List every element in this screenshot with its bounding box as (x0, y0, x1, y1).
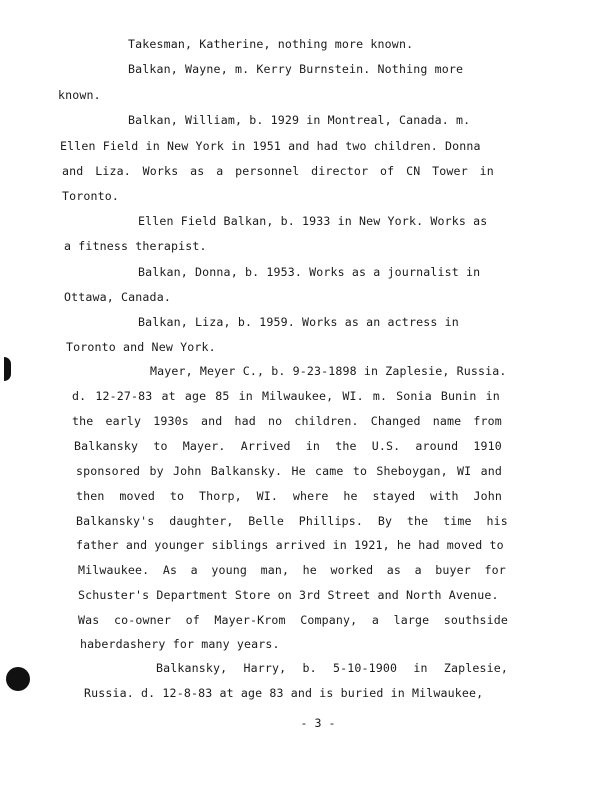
text-line: the early 1930s and had no children. Changed name from (72, 414, 502, 428)
text-line: Russia. d. 12-8-83 at age 83 and is buried in Milwaukee, (84, 686, 484, 700)
text-line: d. 12-27-83 at age 85 in Milwaukee, WI. m. Sonia Bunin in (72, 389, 500, 403)
text-line: a fitness therapist. (64, 239, 207, 253)
page-number: - 3 - (300, 716, 336, 730)
text-line: Balkan, Donna, b. 1953. Works as a journalist in (138, 265, 481, 279)
text-line: Ellen Field Balkan, b. 1933 in New York. Works as (138, 214, 488, 228)
text-line: Toronto and New York. (66, 340, 216, 354)
text-line: Was co-owner of Mayer-Krom Company, a large southside (78, 613, 508, 627)
text-line: Ottawa, Canada. (64, 290, 171, 304)
text-line: known. (58, 88, 101, 102)
text-line: Balkansky, Harry, b. 5-10-1900 in Zaplesie, (156, 661, 508, 675)
text-line: then moved to Thorp, WI. where he stayed with John (76, 489, 502, 503)
text-line: and Liza. Works as a personnel director of CN Tower in (62, 164, 494, 178)
text-line: Ellen Field in New York in 1951 and had two children. Donna (60, 139, 481, 153)
text-line: Schuster's Department Store on 3rd Street and North Avenue. (78, 588, 499, 602)
text-line: Balkan, Wayne, m. Kerry Burnstein. Nothing more (128, 62, 464, 76)
text-line: Balkansky's daughter, Belle Phillips. By the time his (76, 514, 508, 528)
text-line: Milwaukee. As a young man, he worked as a buyer for (78, 563, 506, 577)
text-line: Mayer, Meyer C., b. 9-23-1898 in Zaplesie, Russia. (150, 364, 507, 378)
text-line: haberdashery for many years. (80, 637, 280, 651)
text-line: Balkan, William, b. 1929 in Montreal, Canada. m. (128, 113, 471, 127)
text-line: Takesman, Katherine, nothing more known. (128, 37, 414, 51)
text-line: sponsored by John Balkansky. He came to Sheboygan, WI and (76, 464, 502, 478)
text-line: Balkansky to Mayer. Arrived in the U.S. around 1910 (74, 439, 502, 453)
text-line: Toronto. (62, 189, 120, 203)
text-line: Balkan, Liza, b. 1959. Works as an actress in (138, 315, 459, 329)
text-line: father and younger siblings arrived in 1921, he had moved to (76, 538, 504, 552)
